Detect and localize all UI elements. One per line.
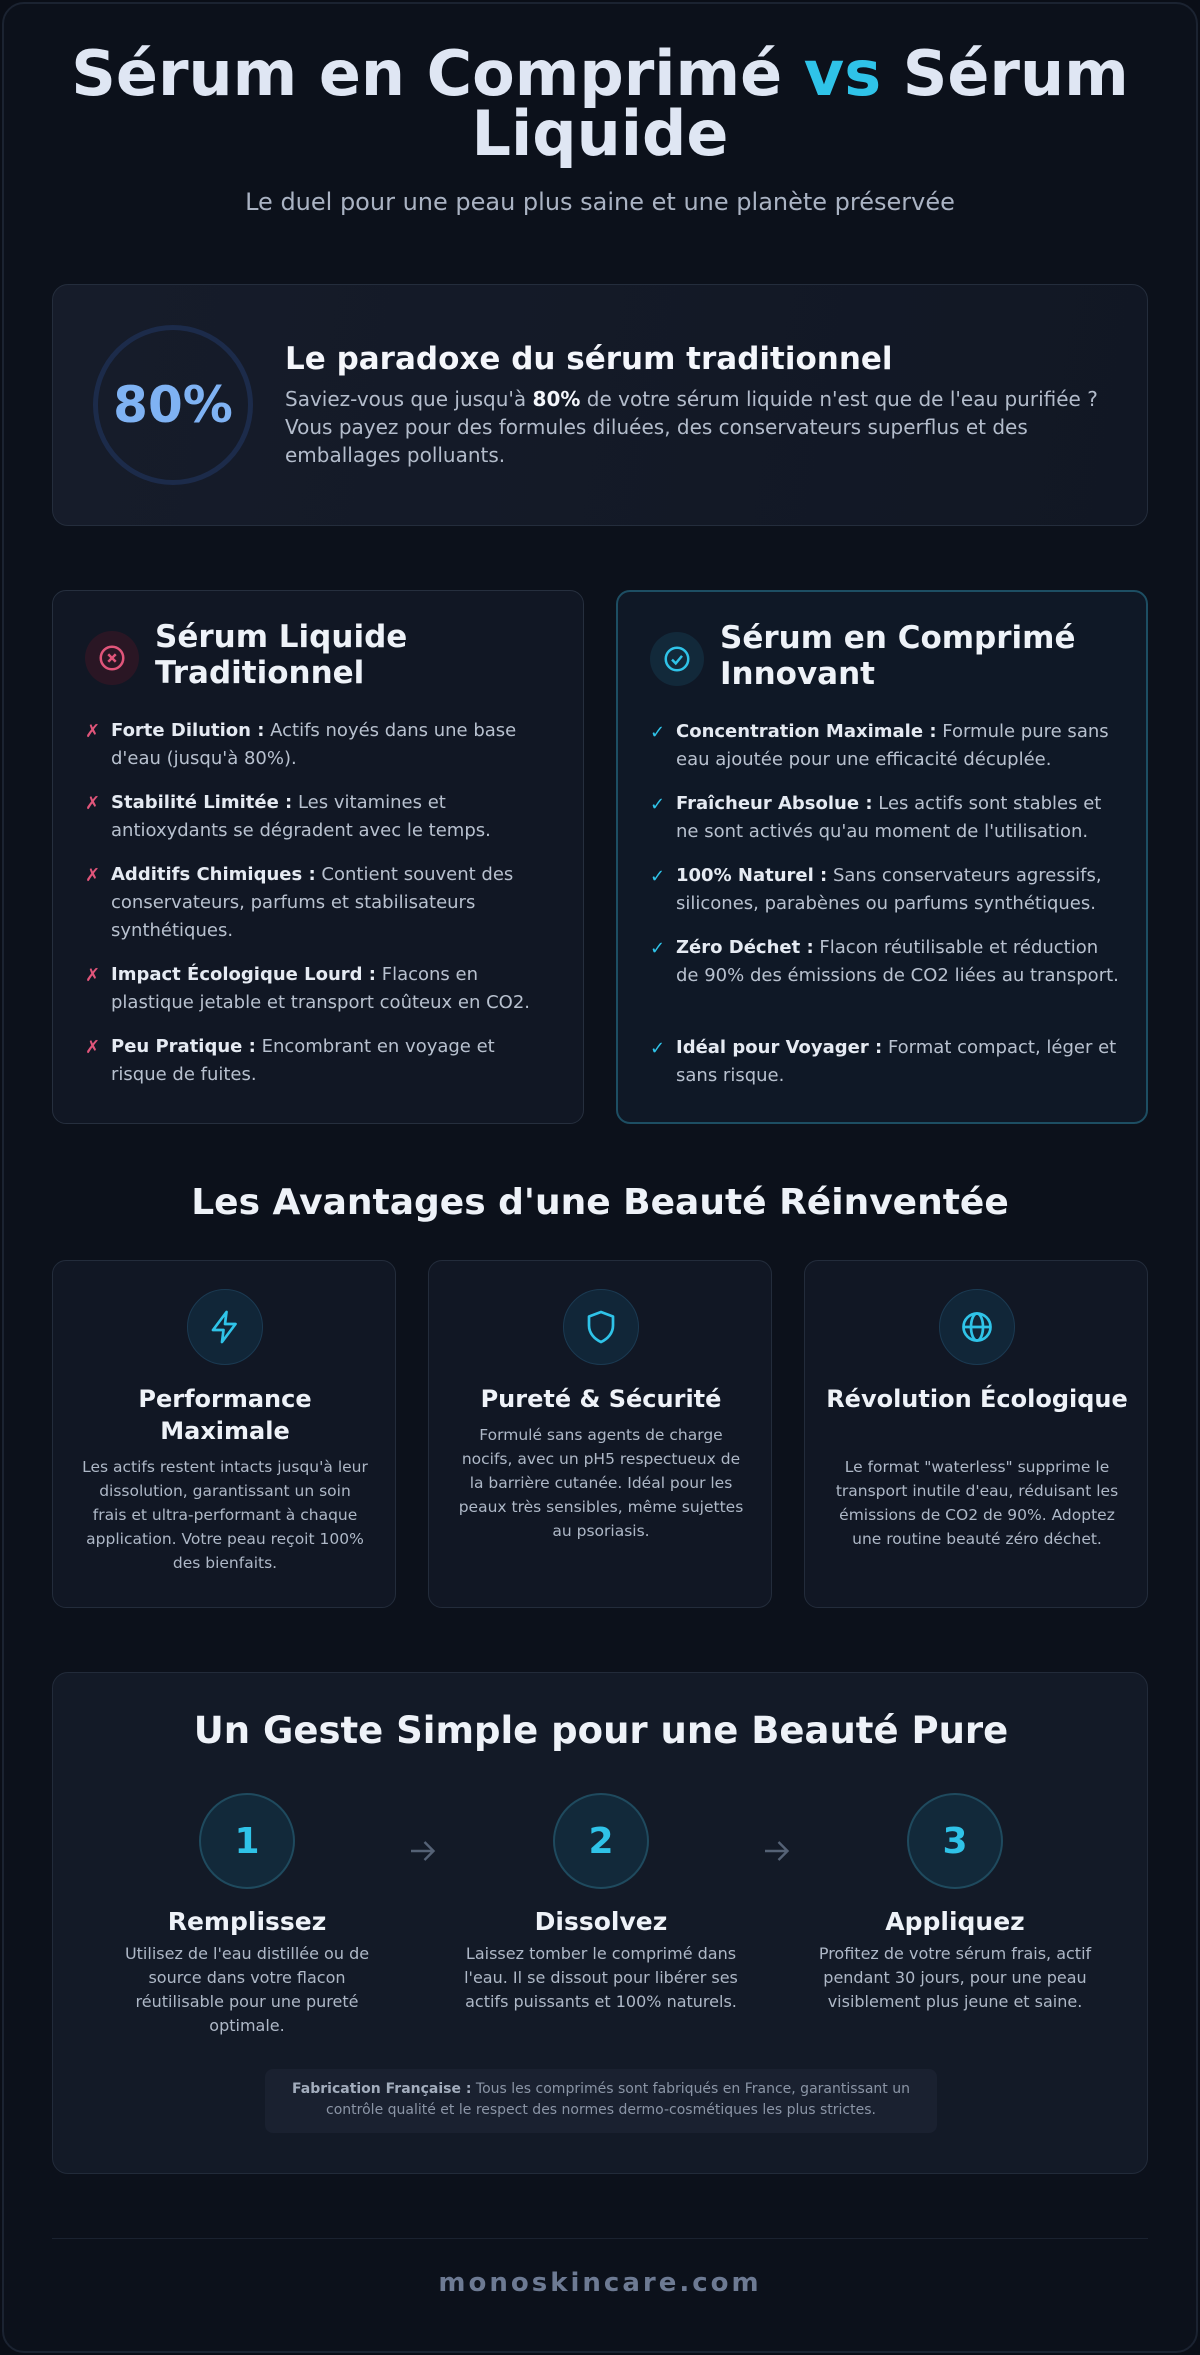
- advantage-text: Les actifs restent intacts jusqu'à leur dissolution, garantissant un soin frais et ultra-performant à chaque application. Votre peau reçoit 100% des bienfaits.: [82, 1458, 368, 1572]
- steps-heading: Un Geste Simple pour une Beauté Pure: [193, 1709, 1009, 1752]
- step-1: [107, 1793, 387, 2038]
- advantage-card-performance: [52, 1260, 396, 1608]
- made-in-france-note: [265, 2069, 937, 2133]
- title-line-2: Liquide: [471, 97, 729, 170]
- list-item: [85, 1033, 555, 1089]
- liquid-heading: Sérum Liquide Traditionnel: [155, 619, 408, 691]
- step-number: 1: [199, 1793, 295, 1889]
- note-text: Tous les comprimés sont fabriqués en France, garantissant un contrôle qualité et le respect des normes dermo-cosmétiques les plus strictes.: [326, 2081, 910, 2118]
- item-text: Sans conservateurs agressifs, silicones, parabènes ou parfums synthétiques.: [676, 865, 1102, 914]
- advantages-heading: Les Avantages d'une Beauté Réinventée: [191, 1182, 1009, 1223]
- list-item: [650, 790, 1120, 862]
- item-text: Actifs noyés dans une base d'eau (jusqu'à 80%).: [111, 720, 517, 769]
- step-3: [815, 1793, 1095, 2014]
- advantage-title: Pureté & Sécurité: [480, 1385, 722, 1413]
- list-item: [85, 961, 555, 1033]
- step-text: Profitez de votre sérum frais, actif pendant 30 jours, pour une peau visiblement plus jeune et saine.: [818, 1944, 1092, 2011]
- list-item: [650, 934, 1120, 1034]
- list-item: [650, 718, 1120, 790]
- item-title: Additifs Chimiques :: [111, 864, 316, 885]
- item-title: Forte Dilution :: [111, 720, 265, 741]
- advantage-title: Révolution Écologique: [826, 1385, 1128, 1413]
- list-item: [650, 1034, 1120, 1090]
- stat-ring: [93, 325, 253, 485]
- check-icon: ✓: [650, 866, 666, 887]
- arrow-right-icon: [405, 1833, 441, 1869]
- paradox-text-bold: 80%: [532, 387, 581, 411]
- note-bold: Fabrication Française :: [292, 2081, 472, 2097]
- list-item: [85, 861, 555, 961]
- advantage-title: Performance Maximale: [138, 1385, 312, 1445]
- cross-icon: ✗: [85, 965, 101, 986]
- tablet-list: [650, 718, 1120, 1090]
- advantage-text: Formulé sans agents de charge nocifs, avec un pH5 respectueux de la barrière cutanée. Idéal pour les peaux très sensibles, même sujettes au psoriasis.: [458, 1426, 744, 1540]
- step-number: 3: [907, 1793, 1003, 1889]
- cross-icon: ✗: [85, 793, 101, 814]
- check-circle-icon: [650, 632, 704, 686]
- steps-card: [52, 1672, 1148, 2174]
- footer-site-link[interactable]: monoskincare.com: [438, 2268, 762, 2298]
- advantage-card-purity: [428, 1260, 772, 1608]
- check-icon: ✓: [650, 722, 666, 743]
- item-title: Peu Pratique :: [111, 1036, 256, 1057]
- step-title: Dissolvez: [534, 1907, 668, 1936]
- liquid-serum-card: [52, 590, 584, 1124]
- check-icon: ✓: [650, 794, 666, 815]
- item-text: Encombrant en voyage et risque de fuites.: [111, 1036, 495, 1085]
- item-title: Fraîcheur Absolue :: [676, 793, 873, 814]
- check-icon: ✓: [650, 1038, 666, 1059]
- step-title: Remplissez: [167, 1907, 327, 1936]
- step-title: Appliquez: [885, 1907, 1025, 1936]
- check-icon: ✓: [650, 938, 666, 959]
- shield-icon: [563, 1289, 639, 1365]
- step-2: [461, 1793, 741, 2014]
- item-text: Format compact, léger et sans risque.: [676, 1037, 1117, 1086]
- tablet-heading: Sérum en Comprimé Innovant: [720, 620, 1076, 692]
- globe-icon: [939, 1289, 1015, 1365]
- item-text: Les vitamines et antioxydants se dégradent avec le temps.: [111, 792, 491, 841]
- item-title: 100% Naturel :: [676, 865, 828, 886]
- lightning-icon: [187, 1289, 263, 1365]
- item-title: Stabilité Limitée :: [111, 792, 293, 813]
- step-number: 2: [553, 1793, 649, 1889]
- advantage-card-ecology: [804, 1260, 1148, 1608]
- paradox-text-after: de votre sérum liquide n'est que de l'eau purifiée ? Vous payez pour des formules diluées, des conservateurs superflus et des emballages polluants.: [285, 387, 1098, 467]
- item-text: Flacon réutilisable et réduction de 90% des émissions de CO2 liées au transport.: [676, 937, 1119, 986]
- page-subtitle: Le duel pour une peau plus saine et une planète préservée: [245, 188, 955, 216]
- list-item: [85, 789, 555, 861]
- list-item: [650, 862, 1120, 934]
- item-text: Formule pure sans eau ajoutée pour une efficacité décuplée.: [676, 721, 1109, 770]
- paradox-heading: Le paradoxe du sérum traditionnel: [285, 341, 893, 377]
- item-text: Contient souvent des conservateurs, parfums et stabilisateurs synthétiques.: [111, 864, 514, 941]
- cross-icon: ✗: [85, 721, 101, 742]
- step-text: Laissez tomber le comprimé dans l'eau. Il se dissout pour libérer ses actifs puissants et 100% naturels.: [464, 1944, 738, 2011]
- arrow-right-icon: [759, 1833, 795, 1869]
- item-title: Idéal pour Voyager :: [676, 1037, 883, 1058]
- step-text: Utilisez de l'eau distillée ou de source dans votre flacon réutilisable pour une pureté optimale.: [124, 1944, 370, 2035]
- item-title: Zéro Déchet :: [676, 937, 814, 958]
- cross-icon: ✗: [85, 865, 101, 886]
- x-circle-icon: [85, 631, 139, 685]
- item-text: Flacons en plastique jetable et transport coûteux en CO2.: [111, 964, 531, 1013]
- page-title: [0, 37, 1200, 170]
- paradox-card: [52, 284, 1148, 526]
- list-item: [85, 717, 555, 789]
- item-title: Concentration Maximale :: [676, 721, 937, 742]
- advantage-text: Le format "waterless" supprime le transport inutile d'eau, réduisant les émissions de CO2 de 90%. Adoptez une routine beauté zéro déchet.: [835, 1458, 1119, 1548]
- item-text: Les actifs sont stables et ne sont activés qu'au moment de l'utilisation.: [676, 793, 1102, 842]
- tablet-serum-card: [616, 590, 1148, 1124]
- stat-value: 80%: [113, 376, 233, 434]
- title-part-2: Sérum: [902, 37, 1129, 110]
- paradox-text-before: Saviez-vous que jusqu'à: [285, 387, 533, 411]
- title-part-1: Sérum en Comprimé: [71, 37, 783, 110]
- title-vs: vs: [803, 37, 882, 110]
- liquid-list: [85, 717, 555, 1089]
- footer-divider: [52, 2238, 1148, 2239]
- cross-icon: ✗: [85, 1037, 101, 1058]
- paradox-text: [285, 385, 1115, 469]
- item-title: Impact Écologique Lourd :: [111, 964, 376, 985]
